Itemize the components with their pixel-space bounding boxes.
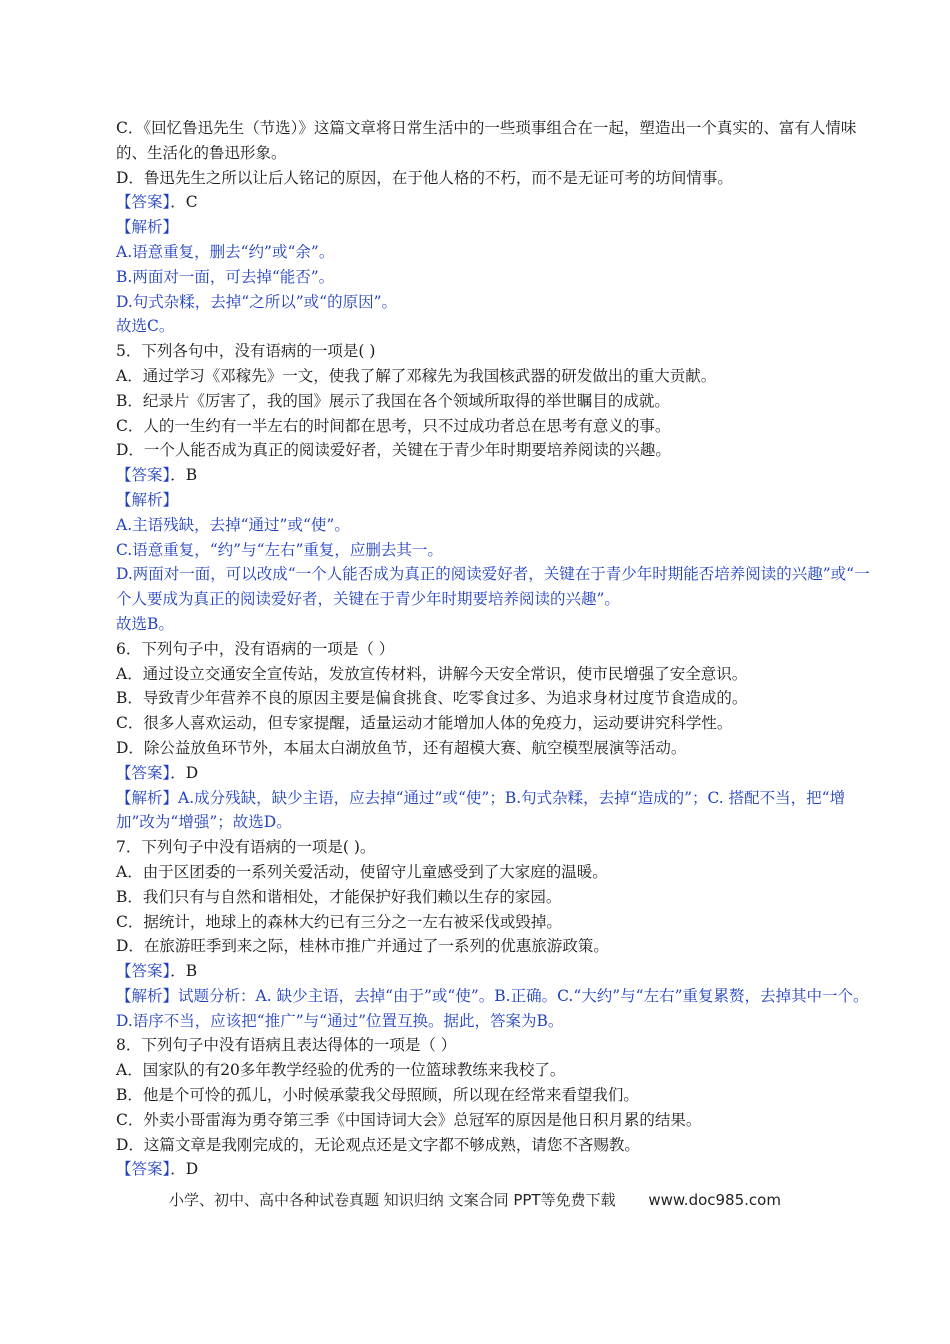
- text-line: [116, 612, 876, 637]
- line-text: 故选C。: [116, 317, 175, 336]
- text-line: [116, 240, 876, 265]
- text-line: [116, 339, 876, 364]
- line-text: 5．下列各句中，没有语病的一项是( ): [116, 342, 376, 361]
- answer-text: ．D: [170, 1160, 199, 1179]
- answer-text: 试题分析：A. 缺少主语，去掉“由于”或“使”。B.正确。C.“大约”与“左右”重复累赘，去掉其中一个。D.语序不当，应该把“推广”与“通过”位置互换。据此，答案为B。: [116, 986, 869, 1030]
- line-text: C．外卖小哥雷海为勇夺第三季《中国诗词大会》总冠军的原因是他日积月累的结果。: [116, 1110, 702, 1129]
- text-line: [116, 1033, 876, 1058]
- line-text: C．《回忆鲁迅先生（节选）》这篇文章将日常生活中的一些琐事组合在一起，塑造出一个真实的、富有人情味的、生活化的鲁迅形象。: [116, 119, 857, 162]
- text-line: [116, 984, 876, 1034]
- text-line: [116, 116, 876, 166]
- line-text: B．导致青少年营养不良的原因主要是偏食挑食、吃零食过多、为追求身材过度节食造成的。: [116, 689, 748, 708]
- line-text: 8．下列句子中没有语病且表达得体的一项是（ ）: [116, 1036, 457, 1055]
- answer-label: 【答案】: [116, 466, 171, 485]
- text-line: [116, 637, 876, 662]
- line-text: D．鲁迅先生之所以让后人铭记的原因，在于他人格的不朽，而不是无证可考的坊间情事。: [116, 168, 733, 187]
- line-text: D．除公益放鱼环节外，本届太白湖放鱼节，还有超模大赛、航空模型展演等活动。: [116, 738, 687, 757]
- answer-label: 【答案】: [116, 962, 171, 981]
- line-text: D．一个人能否成为真正的阅读爱好者，关键在于青少年时期要培养阅读的兴趣。: [116, 441, 671, 460]
- line-text: D．这篇文章是我刚完成的，无论观点还是文字都不够成熟，请您不吝赐教。: [116, 1135, 640, 1154]
- line-text: A.语意重复，删去“约”或“余”。: [116, 242, 335, 261]
- line-text: B．他是个可怜的孤儿，小时候承蒙我父母照顾，所以现在经常来看望我们。: [116, 1086, 639, 1105]
- text-line: [116, 959, 876, 984]
- line-text: A．通过学习《邓稼先》一文，使我了解了邓稼先为我国核武器的研发做出的重大贡献。: [116, 366, 717, 385]
- text-line: [116, 1157, 876, 1182]
- text-line: [116, 761, 876, 786]
- line-text: B.两面对一面，可去掉“能否”。: [116, 267, 335, 286]
- line-text: C.语意重复，“约”与“左右”重复，应删去其一。: [116, 540, 443, 559]
- line-text: A．通过设立交通安全宣传站，发放宣传材料，讲解今天安全常识，使市民增强了安全意识。: [116, 664, 748, 683]
- text-line: [116, 265, 876, 290]
- answer-label: 【答案】: [116, 193, 171, 212]
- text-line: [116, 1083, 876, 1108]
- text-line: [116, 190, 876, 215]
- line-text: 故选B。: [116, 614, 174, 633]
- text-line: [116, 463, 876, 488]
- line-text: D.句式杂糅，去掉“之所以”或“的原因”。: [116, 292, 397, 311]
- footer-url[interactable]: www.doc985.com: [648, 1191, 781, 1209]
- answer-text: ．D: [170, 763, 199, 782]
- text-line: [116, 686, 876, 711]
- document-body: [116, 116, 876, 1182]
- text-line: [116, 538, 876, 563]
- answer-text: ．C: [170, 193, 198, 212]
- line-text: A．由于区团委的一系列关爱活动，使留守儿童感受到了大家庭的温暖。: [116, 862, 608, 881]
- text-line: [116, 910, 876, 935]
- text-line: [116, 885, 876, 910]
- line-text: B．纪录片《厉害了，我的国》展示了我国在各个领域所取得的举世瞩目的成就。: [116, 391, 670, 410]
- text-line: [116, 1058, 876, 1083]
- line-text: C．很多人喜欢运动，但专家提醒，适量运动才能增加人体的免疫力，运动要讲究科学性。: [116, 714, 733, 733]
- text-line: [116, 835, 876, 860]
- text-line: [116, 562, 876, 612]
- line-text: 7．下列句子中没有语病的一项是( )。: [116, 838, 376, 857]
- text-line: [116, 414, 876, 439]
- text-line: [116, 711, 876, 736]
- line-text: 6．下列句子中，没有语病的一项是（ ）: [116, 639, 395, 658]
- answer-text: A.成分残缺，缺少主语，应去掉“通过”或“使”；B.句式杂糅，去掉“造成的”；C. 搭配不当，把“增加”改为“增强”；故选D。: [116, 788, 846, 832]
- text-line: [116, 513, 876, 538]
- text-line: [116, 934, 876, 959]
- answer-text: ．B: [170, 962, 198, 981]
- line-text: C．据统计，地球上的森林大约已有三分之一左右被采伐或毁掉。: [116, 912, 562, 931]
- text-line: [116, 438, 876, 463]
- answer-label: 【答案】: [116, 763, 171, 782]
- analysis-label: 【解析】: [116, 490, 179, 509]
- line-text: B．我们只有与自然和谐相处，才能保护好我们赖以生存的家园。: [116, 887, 562, 906]
- line-text: D．在旅游旺季到来之际，桂林市推广并通过了一系列的优惠旅游政策。: [116, 937, 609, 956]
- line-text: C．人的一生约有一半左右的时间都在思考，只不过成功者总在思考有意义的事。: [116, 416, 671, 435]
- text-line: [116, 166, 876, 191]
- text-line: [116, 662, 876, 687]
- line-text: D.两面对一面，可以改成“一个人能否成为真正的阅读爱好者，关键在于青少年时期能否培养阅读的兴趣”或“一个人要成为真正的阅读爱好者，关键在于青少年时期要培养阅读的兴趣”。: [116, 565, 870, 609]
- text-line: [116, 215, 876, 240]
- page-footer: [0, 1188, 950, 1212]
- text-line: [116, 488, 876, 513]
- text-line: [116, 786, 876, 836]
- answer-text: ．B: [170, 466, 198, 485]
- footer-text: 小学、初中、高中各种试卷真题 知识归纳 文案合同 PPT等免费下载: [169, 1191, 616, 1209]
- answer-label: 【答案】: [116, 1160, 171, 1179]
- text-line: [116, 364, 876, 389]
- text-line: [116, 860, 876, 885]
- text-line: [116, 736, 876, 761]
- analysis-label: 【解析】: [116, 218, 179, 237]
- line-text: A.主语残缺，去掉“通过”或“使”。: [116, 515, 350, 534]
- analysis-label: 【解析】: [116, 986, 179, 1005]
- text-line: [116, 314, 876, 339]
- text-line: [116, 1108, 876, 1133]
- analysis-label: 【解析】: [116, 788, 179, 807]
- text-line: [116, 290, 876, 315]
- text-line: [116, 1133, 876, 1158]
- text-line: [116, 389, 876, 414]
- line-text: A．国家队的有20多年教学经验的优秀的一位篮球教练来我校了。: [116, 1061, 566, 1080]
